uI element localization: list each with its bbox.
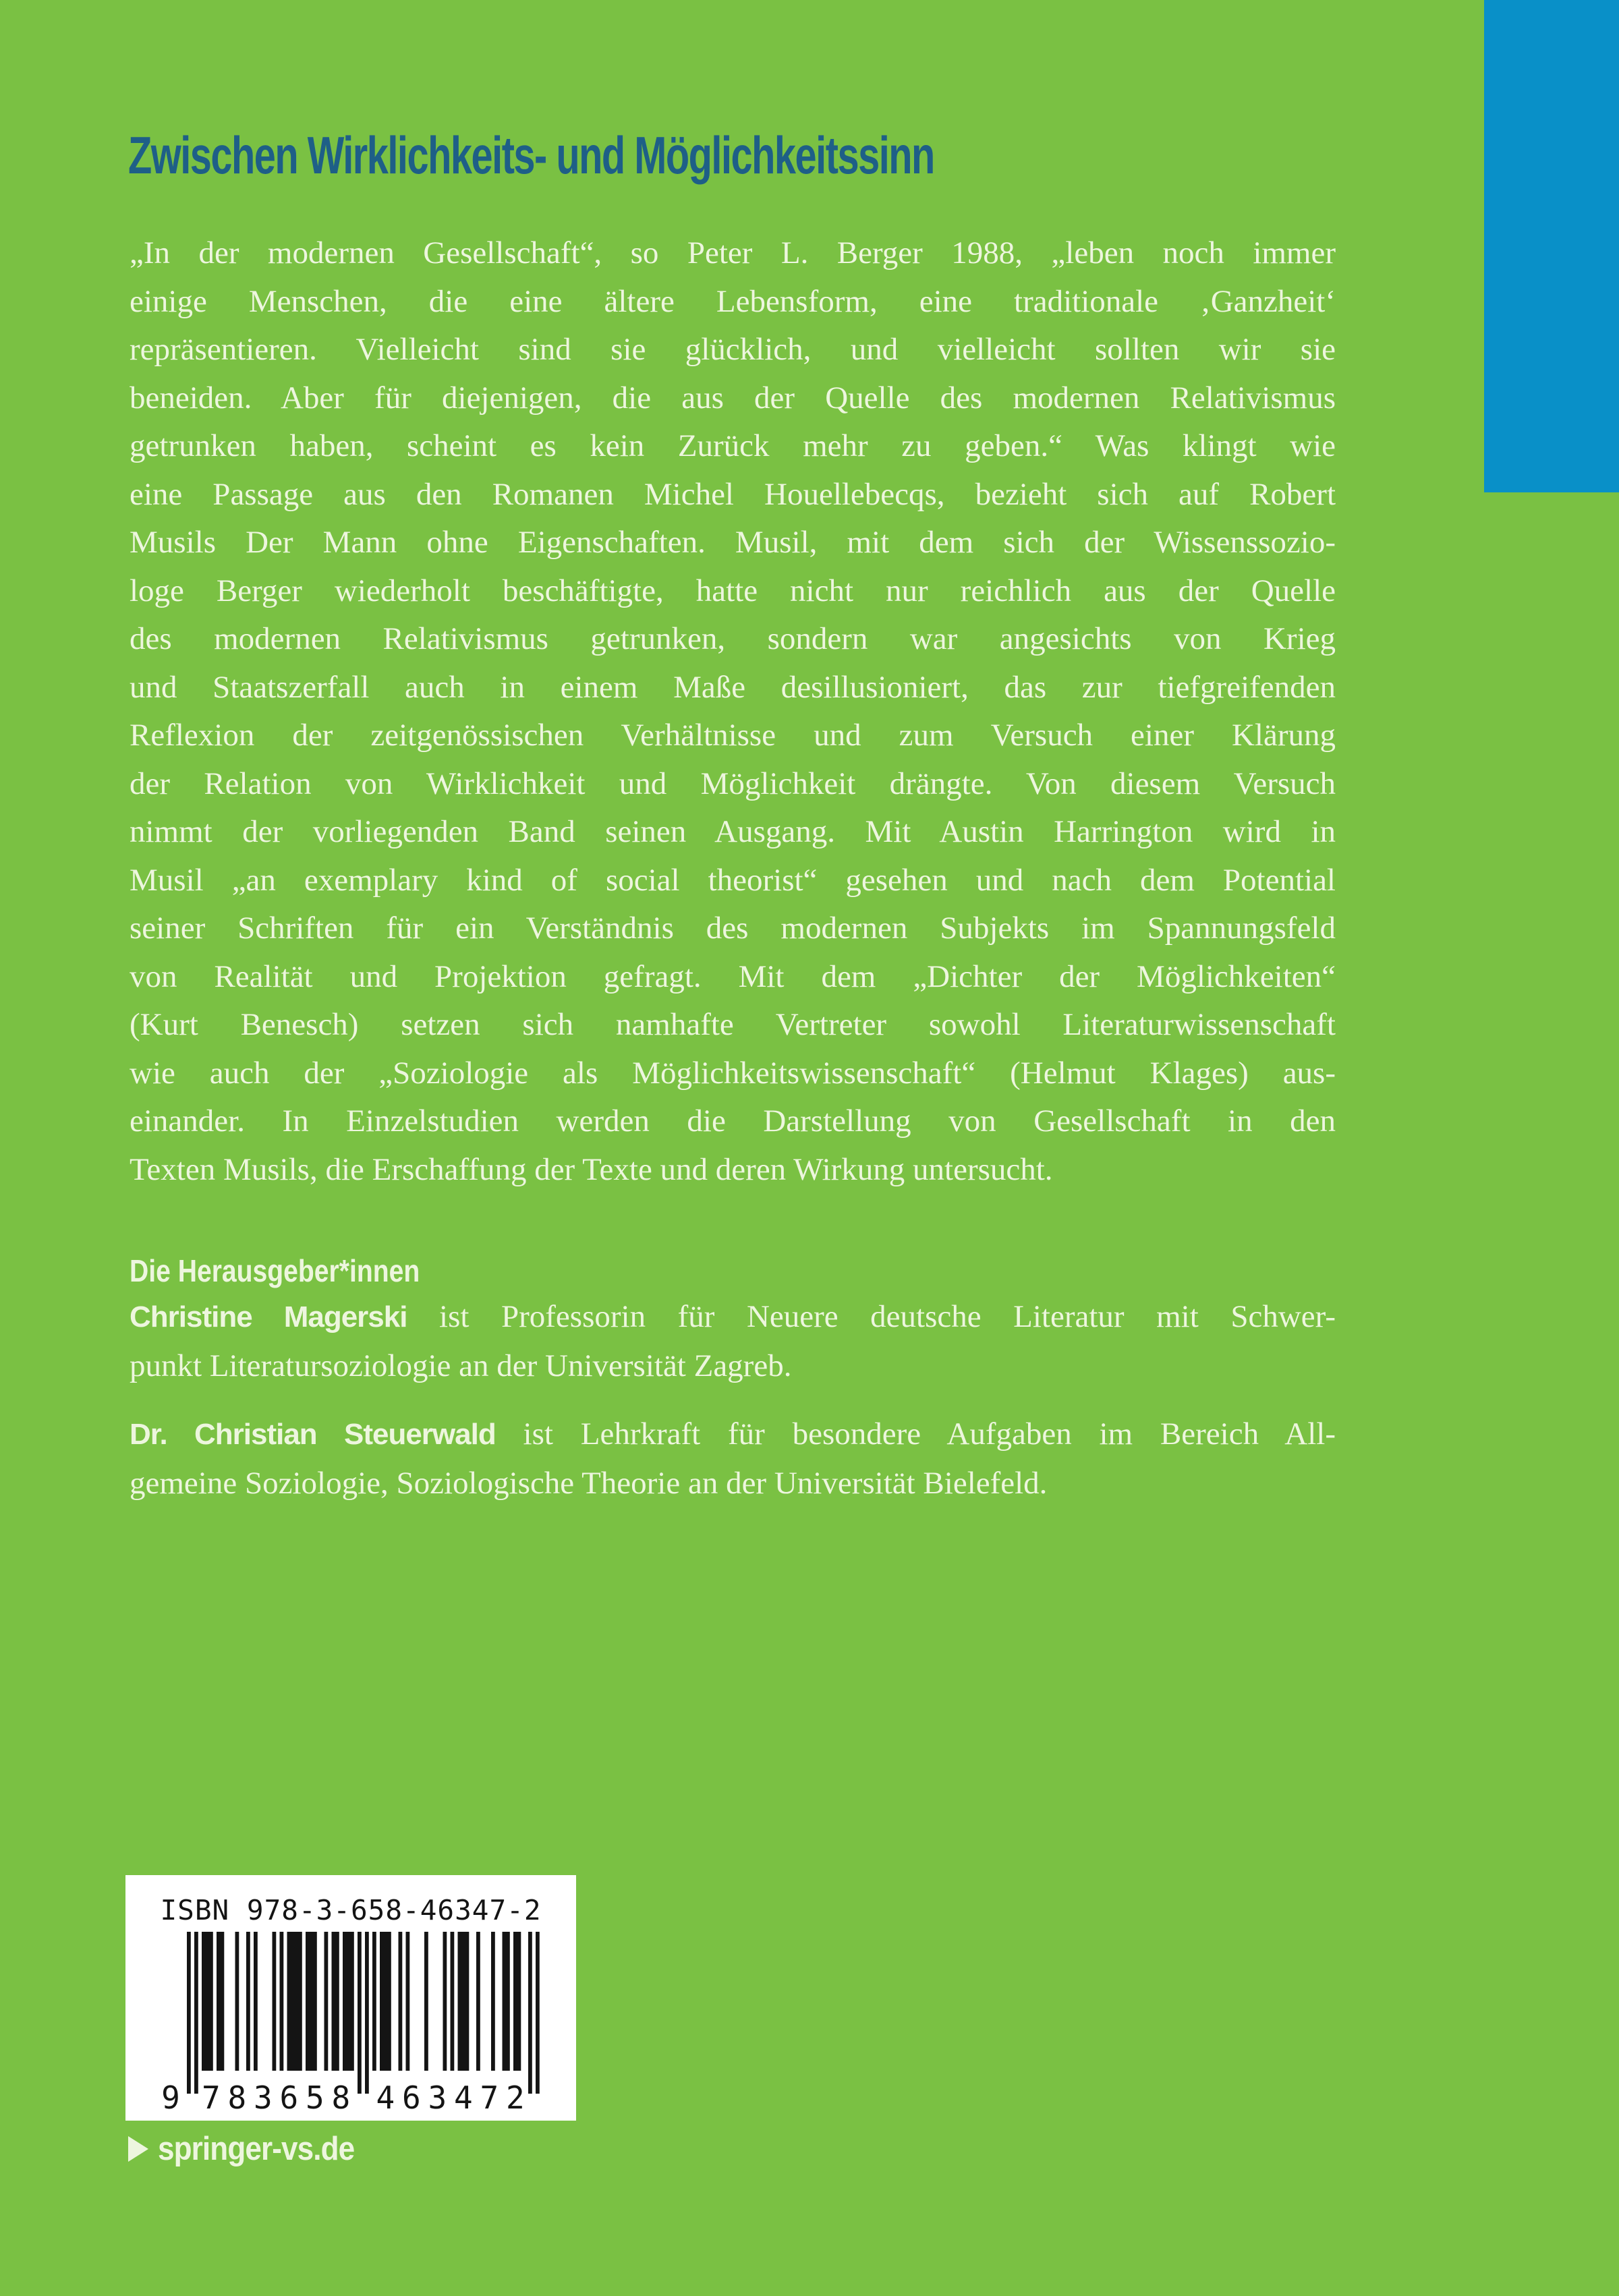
bio-text: punkt Literatursoziologie an der Universität Zagreb. — [130, 1348, 792, 1383]
svg-text:8: 8 — [331, 2079, 351, 2115]
publisher-url-label: springer-vs.de — [158, 2131, 355, 2167]
page-title: Zwischen Wirklichkeits- und Möglichkeitssinn — [128, 125, 934, 185]
svg-text:7: 7 — [480, 2079, 499, 2115]
editor-bio — [130, 1292, 1336, 1390]
blurb-line: eine Passage aus den Romanen Michel Houellebecqs, bezieht sich auf Robert — [130, 476, 1336, 512]
blurb-line: loge Berger wiederholt beschäftigte, hatte nicht nur reichlich aus der Quelle — [130, 573, 1336, 608]
blurb-line: Texten Musils, die Erschaffung der Texte und deren Wirkung untersucht. — [130, 1151, 1053, 1187]
bio-line — [130, 1410, 1336, 1459]
editor-bio — [130, 1410, 1336, 1508]
blue-accent-bar — [1484, 0, 1619, 492]
book-blurb — [130, 229, 1336, 1194]
svg-text:7: 7 — [201, 2079, 221, 2115]
publisher-url — [128, 2130, 376, 2168]
blurb-line: getrunken haben, scheint es kein Zurück mehr zu geben.“ Was klingt wie — [130, 428, 1336, 463]
svg-text:3: 3 — [253, 2079, 273, 2115]
blurb-line: von Realität und Projektion gefragt. Mit dem „Dichter der Möglichkeiten“ — [130, 958, 1336, 994]
blurb-line: einander. In Einzelstudien werden die Darstellung von Gesellschaft in den — [130, 1103, 1336, 1139]
blurb-line: (Kurt Benesch) setzen sich namhafte Vertreter sowohl Literaturwissenschaft — [130, 1007, 1336, 1042]
blurb-line: einige Menschen, die eine ältere Lebensform, eine traditionale ‚Ganzheit‘ — [130, 283, 1336, 319]
blurb-line: repräsentieren. Vielleicht sind sie glücklich, und vielleicht sollten wir sie — [130, 332, 1336, 367]
play-arrow-icon — [128, 2136, 148, 2162]
blurb-line: Musil „an exemplary kind of social theorist“ gesehen und nach dem Potential — [130, 862, 1336, 898]
svg-text:3: 3 — [428, 2079, 447, 2115]
blurb-line: beneiden. Aber für diejenigen, die aus der Quelle des modernen Relativismus — [130, 380, 1336, 415]
svg-text:9: 9 — [161, 2079, 180, 2115]
blurb-line: „In der modernen Gesellschaft“, so Peter L. Berger 1988, „leben noch immer — [130, 235, 1336, 270]
blurb-line: wie auch der „Soziologie als Möglichkeitswissenschaft“ (Helmut Klages) aus- — [130, 1055, 1336, 1091]
svg-text:6: 6 — [279, 2079, 299, 2115]
editor-name: Dr. Christian Steuerwald — [130, 1418, 496, 1451]
blurb-line: und Staatszerfall auch in einem Maße desillusioniert, das zur tiefgreifenden — [130, 669, 1336, 705]
bio-line — [130, 1292, 1336, 1342]
bio-text: gemeine Soziologie, Soziologische Theorie an der Universität Bielefeld. — [130, 1466, 1048, 1501]
svg-text:2: 2 — [505, 2079, 525, 2115]
blurb-line: seiner Schriften für ein Verständnis des modernen Subjekts im Spannungsfeld — [130, 911, 1336, 946]
blurb-line: der Relation von Wirklichkeit und Möglichkeit drängte. Von diesem Versuch — [130, 766, 1336, 801]
blurb-line: Musils Der Mann ohne Eigenschaften. Musil, mit dem sich der Wissenssozio- — [130, 525, 1336, 560]
blurb-line: des modernen Relativismus getrunken, sondern war angesichts von Krieg — [130, 621, 1336, 656]
ean13-barcode — [160, 1932, 542, 2115]
svg-text:6: 6 — [401, 2079, 421, 2115]
isbn-barcode-box — [125, 1875, 576, 2121]
isbn-label: ISBN 978-3-658-46347-2 — [160, 1894, 542, 1926]
editors-heading: Die Herausgeber*innen — [130, 1253, 420, 1288]
svg-text:4: 4 — [453, 2079, 473, 2115]
bio-text: ist Professorin für Neuere deutsche Literatur mit Schwer- — [407, 1299, 1336, 1334]
editor-name: Christine Magerski — [130, 1300, 407, 1333]
bio-text: ist Lehrkraft für besondere Aufgaben im Bereich All- — [495, 1416, 1336, 1452]
svg-text:4: 4 — [376, 2079, 395, 2115]
blurb-line: Reflexion der zeitgenössischen Verhältnisse und zum Versuch einer Klärung — [130, 718, 1336, 753]
blurb-line: nimmt der vorliegenden Band seinen Ausgang. Mit Austin Harrington wird in — [130, 814, 1336, 849]
svg-text:5: 5 — [305, 2079, 324, 2115]
svg-text:8: 8 — [227, 2079, 247, 2115]
